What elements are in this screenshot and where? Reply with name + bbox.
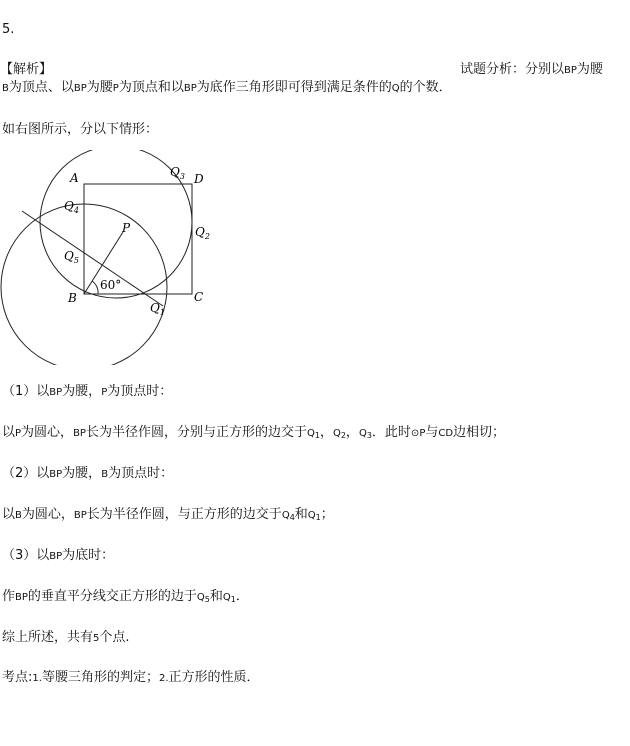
c3b-end: ． <box>235 589 249 604</box>
c1h-p: P <box>101 387 108 398</box>
q3-sub: 3 <box>179 172 185 181</box>
c2b-b: 为圆心， <box>21 507 74 522</box>
c1b-d: ．此时 <box>371 425 411 440</box>
l2-t5: 的个数． <box>399 80 452 95</box>
c3h-bp: BP <box>49 551 63 562</box>
c2b-end: ； <box>320 507 334 522</box>
c1b-s3: 3 <box>366 431 372 440</box>
c3h-a: （3）以 <box>2 548 50 563</box>
c1b-a: 以 <box>2 425 16 440</box>
l2-p: P <box>112 83 119 94</box>
angle-arc <box>92 281 98 294</box>
q4-q: Q <box>64 199 74 213</box>
c3b-s1: 1 <box>230 595 236 604</box>
c2b-a: 以 <box>2 507 16 522</box>
c2b-c: 长为半径作圆，与正方形的边交于 <box>86 507 282 522</box>
c2h-b: 为腰， <box>62 466 102 481</box>
c1b-e: 与 <box>425 425 439 440</box>
l2-t2: 为腰 <box>86 80 113 95</box>
kaodian-line <box>2 670 260 687</box>
c1b-s2: 2 <box>340 431 346 440</box>
case3-heading <box>2 548 114 565</box>
c1b-q3: Q <box>358 428 367 439</box>
q2-q: Q <box>195 225 205 239</box>
c3b-q5: Q <box>196 592 205 603</box>
question-number: 5. <box>2 22 15 37</box>
sum-a: 综上所述，共有 <box>2 630 94 645</box>
analysis-line-2 <box>2 80 452 97</box>
c3b-and: 和 <box>209 589 223 604</box>
case2-heading <box>2 466 173 483</box>
c2b-and: 和 <box>294 507 308 522</box>
c1h-bp: BP <box>49 387 63 398</box>
label-q3 <box>170 165 185 181</box>
c3b-s5: 5 <box>204 595 210 604</box>
label-c: C <box>194 290 204 304</box>
label-a: A <box>70 171 79 185</box>
label-p: P <box>122 221 131 235</box>
q3-q: Q <box>170 165 180 179</box>
c1b-p2: P <box>419 428 426 439</box>
kd-n1: 1. <box>32 673 42 684</box>
c2h-bl: B <box>101 469 109 480</box>
c2b-s4: 4 <box>289 513 295 522</box>
q1-q: Q <box>150 301 160 315</box>
angle-label: 60° <box>100 278 122 292</box>
label-b: B <box>68 291 77 305</box>
q1-sub: 1 <box>159 308 165 317</box>
q5-q: Q <box>64 249 74 263</box>
c2h-a: （2）以 <box>2 466 50 481</box>
analysis-tag: 【解析】 <box>0 62 53 77</box>
intro-line: 如右图所示，分以下情形： <box>2 122 159 137</box>
kd-t2: 正方形的性质． <box>168 670 260 685</box>
label-q1 <box>150 301 165 317</box>
c1h-a: （1）以 <box>2 384 50 399</box>
case1-body <box>2 425 505 442</box>
perpendicular-bisector <box>22 211 163 306</box>
c1h-c: 为顶点时： <box>107 384 173 399</box>
l2-bp1: BP <box>73 83 87 94</box>
c3b-bp: BP <box>15 592 28 603</box>
c1b-c: 长为半径作圆，分别与正方形的边交于 <box>85 425 307 440</box>
c1b-p: P <box>15 428 22 439</box>
c3b-a: 作 <box>2 589 16 604</box>
case1-heading <box>2 384 172 401</box>
c2b-bp: BP <box>73 510 87 521</box>
intro-bp: BP <box>564 65 577 76</box>
c2b-bl: B <box>15 510 22 521</box>
c3b-b: 的垂直平分线交正方形的边于 <box>27 589 197 604</box>
c1b-q2: Q <box>332 428 341 439</box>
c1b-cd: CD <box>438 428 454 439</box>
c2b-s1: 1 <box>315 513 321 522</box>
sum-b: 个点. <box>99 630 130 645</box>
c1b-b: 为圆心， <box>21 425 74 440</box>
label-q4 <box>64 199 79 215</box>
case2-body <box>2 507 334 524</box>
intro-end: 为腰 <box>576 62 603 77</box>
c3b-q1: Q <box>222 592 231 603</box>
c1b-circle: ⊙ <box>410 428 420 439</box>
c1b-f: 边相切； <box>453 425 506 440</box>
summary-line <box>2 630 130 647</box>
geometry-figure <box>0 150 230 365</box>
c2b-q4: Q <box>281 510 290 521</box>
c1h-b: 为腰， <box>62 384 102 399</box>
l2-b: B <box>2 83 9 94</box>
l2-t3: 为顶点和以 <box>118 80 184 95</box>
intro-text: 试题分析：分别以 <box>460 62 565 77</box>
label-d: D <box>194 172 204 186</box>
l2-t4: 为底作三角形即可得到满足条件的 <box>196 80 392 95</box>
c1b-comma1: ， <box>319 425 333 440</box>
kd-t1: 等腰三角形的判定； <box>41 670 159 685</box>
case3-body <box>2 589 249 606</box>
c2h-c: 为顶点时： <box>108 466 174 481</box>
kd-n2: 2. <box>158 673 169 684</box>
sum-num: 5 <box>93 633 100 644</box>
l2-bp2: BP <box>183 83 197 94</box>
c1b-comma2: ， <box>345 425 359 440</box>
q5-sub: 5 <box>73 256 79 265</box>
l2-q: Q <box>391 83 400 94</box>
q4-sub: 4 <box>73 206 79 215</box>
label-q2 <box>195 225 210 241</box>
q2-sub: 2 <box>204 232 210 241</box>
analysis-intro-right <box>460 62 603 79</box>
l2-t1: 为顶点、以 <box>8 80 74 95</box>
kd-label: 考点: <box>2 670 33 685</box>
c2h-bp: BP <box>49 469 63 480</box>
c1b-q1: Q <box>306 428 315 439</box>
c1b-s1: 1 <box>314 431 320 440</box>
c1b-bp: BP <box>73 428 86 439</box>
c2b-q1: Q <box>307 510 316 521</box>
c3h-b: 为底时： <box>62 548 115 563</box>
label-q5 <box>64 249 79 265</box>
